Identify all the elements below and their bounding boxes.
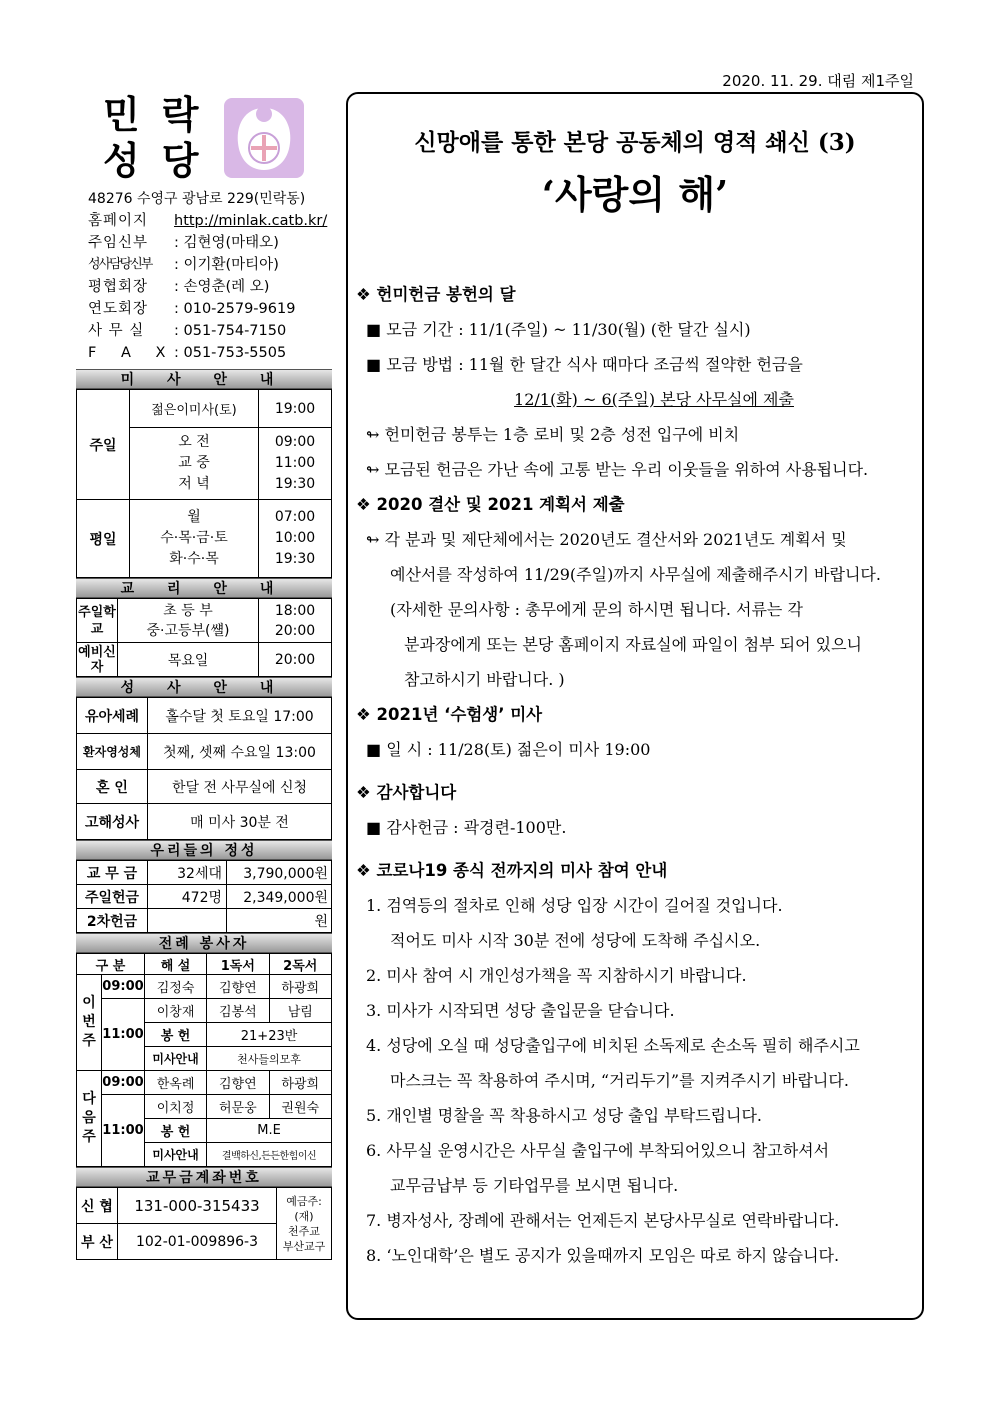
offering-table: 교 무 금 32세대 3,790,000원 주일헌금 472명 2,349,000원 2차헌금 원 xyxy=(76,860,332,933)
doctrine-table: 주일학교 초 등 부 중·고등부(썔) 18:00 20:00 예비신자 목요일 20:00 xyxy=(76,598,332,677)
info-fax: F A X : 051-753-5505 xyxy=(88,345,287,361)
homepage-link[interactable]: http://minlak.catb.kr/ xyxy=(174,213,328,229)
mass-table: 주일 젊은이미사(토) 19:00 오 전 교 중 저 녁 09:00 11:00 19:30 평일 월 수·목·금·토 화·수·목 07:00 10:00 19:30 xyxy=(76,389,332,578)
left-tables xyxy=(76,369,332,1260)
mass-sunday-label: 주일 xyxy=(77,390,130,500)
parish-info xyxy=(88,188,338,364)
info-council-president: 평협회장 : 손영춘(레 오) xyxy=(88,279,270,295)
section-rice-offering: ❖ 헌미헌금 봉헌의 달 xyxy=(356,285,516,304)
section-settlement: ❖ 2020 결산 및 2021 계획서 제출 xyxy=(356,495,625,514)
section-exam-mass: ❖ 2021년 ‘수험생’ 미사 xyxy=(356,705,543,724)
doctrine-header: 교 리 안 내 xyxy=(76,578,332,598)
sacrament-table: 유아세례 홀수달 첫 토요일 17:00 환자영성체 첫째, 셋째 수요일 13:00 혼 인 한달 전 사무실에 신청 고해성사 매 미사 30분 전 xyxy=(76,697,332,840)
parish-name: 민락 성당 xyxy=(103,92,221,183)
sacrament-header: 성 사 안 내 xyxy=(76,677,332,697)
servers-table: 구 분 해 설 1독서 2독서 이번주 09:00 김정숙 김향연 하광희 11:00 이창재 김봉석 남림 봉 헌 21+23반 미사안내 천사들의모후 다음주 09:00 한옥례 김향연 하광희 11:00 이치정 허문웅 권원숙 봉 헌 M.E 미사안내 결백하신,든든한힘이신 xyxy=(76,953,332,1167)
main-title: 신망애를 통한 본당 공동체의 영적 쇄신 (3) xyxy=(414,129,856,156)
info-pastor: 주임신부 : 김현영(마태오) xyxy=(88,235,279,251)
info-office-phone: 사 무 실 : 051-754-7150 xyxy=(88,323,287,339)
mass-header: 미 사 안 내 xyxy=(76,369,332,389)
servers-header: 전례 봉사자 xyxy=(76,933,332,953)
account-table: 신 협 131-000-315433 예금주: (재) 천주교 부산교구 부 산 102-01-009896-3 xyxy=(76,1187,332,1260)
info-homepage: 홈페이지 http://minlak.catb.kr/ xyxy=(88,210,338,232)
announcements: ❖ 헌미헌금 봉헌의 달 ■ 모금 기간 : 11/1(주일) ~ 11/30(월) (한 달간 실시) ■ 모금 방법 : 11월 한 달간 식사 때마다 조금씩 절약한 헌금을 12/1(화) ~ 6(주일) 본당 사무실에 제출 ↬ 헌미헌금 봉투는 1층 로비 및 2층 성전 입구에 비치 ↬ 모금된 헌금은 가난 속에 고통 받는 우리 이웃들을 위하여 사용됩니다. ❖ 2020 결산 및 2021 계획서 제출 ↬ 각 분과 및 제단체에서는 2020년도 결산서와 2021년도 계획서 및 예산서를 작성하여 11/29(주일)까지 사무실에 제출해주시기 바랍니다. (자세한 문의사항 : 총무에게 문의 하시면 됩니다. 서류는 각 분과장에게 또는 본당 홈페이지 자료실에 파일이 첨부 되어 있으니 참고하시기 바랍니다. ) ❖ 2021년 ‘수험생’ 미사 ■ 일 시 : 11/28(토) 젊은이 미사 19:00 ❖ 감사합니다 ■ 감사헌금 : 곽경련-100만. ❖ 코로나19 종식 전까지의 미사 참여 안내 1. 검역등의 절차로 인해 성당 입장 시간이 길어질 것입니다. 적어도 미사 시작 30분 전에 성당에 도착해 주십시오. 2. 미사 참여 시 개인성가책을 꼭 지참하시기 바랍니다. 3. 미사가 시작되면 성당 출입문을 닫습니다. 4. 성당에 오실 때 성당출입구에 비치된 소독제로 손소독 필히 해주시고 마스크는 꼭 착용하여 주시며, “거리두기”를 지켜주시기 바랍니다. 5. 개인별 명찰을 꼭 착용하시고 성당 출입 부탁드립니다. 6. 사무실 운영시간은 사무실 출입구에 부착되어있으니 참고하셔서 교무금납부 등 기타업무를 보시면 됩니다. 7. 병자성사, 장례에 관해서는 언제든지 본당사무실로 연락바랍니다. 8. ‘노인대학’은 별도 공지가 있을때까지 모임은 따로 하지 않습니다. xyxy=(356,277,922,1273)
section-covid: ❖ 코로나19 종식 전까지의 미사 참여 안내 xyxy=(356,861,668,880)
parish-address: 48276 수영구 광남로 229(민락동) xyxy=(88,191,306,207)
announcement-box xyxy=(346,92,924,1320)
info-sacrament-priest: 성사담당신부 : 이기환(마티아) xyxy=(88,257,279,273)
mass-weekday-label: 평일 xyxy=(77,500,130,578)
main-subtitle: ‘사랑의 해’ xyxy=(541,172,729,217)
parish-logo-icon xyxy=(224,98,304,178)
account-header: 교무금계좌번호 xyxy=(76,1167,332,1187)
offering-header: 우리들의 정성 xyxy=(76,840,332,860)
bulletin-date: 2020. 11. 29. 대림 제1주일 xyxy=(722,72,914,90)
section-thanks: ❖ 감사합니다 xyxy=(356,783,457,802)
info-yeondo-president: 연도회장 : 010-2579-9619 xyxy=(88,301,296,317)
